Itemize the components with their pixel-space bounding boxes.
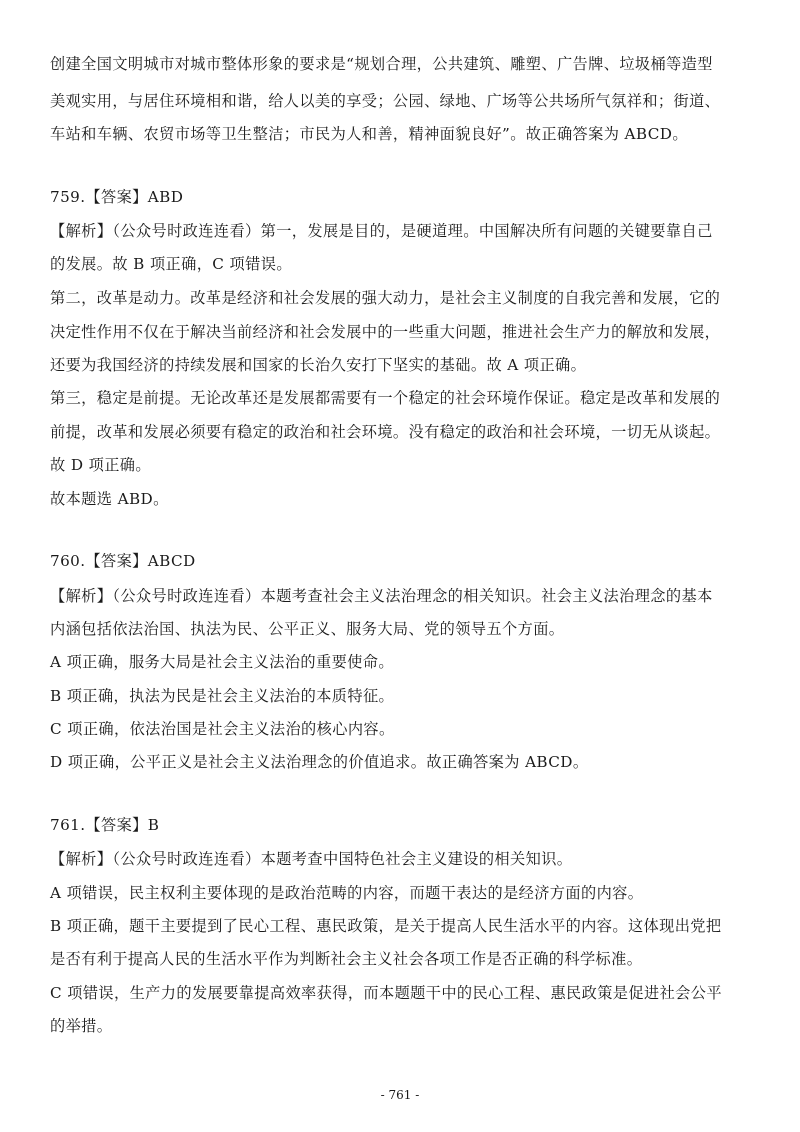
text-line: A 项正确，服务大局是社会主义法治的重要使命。 bbox=[50, 653, 394, 671]
text-line: 第二，改革是动力。改革是经济和社会发展的强大动力，是社会主义制度的自我完善和发展，它的 bbox=[50, 289, 721, 307]
text-line: 前提，改革和发展必须要有稳定的政治和社会环境。没有稳定的政治和社会环境，一切无从谈起。 bbox=[50, 423, 721, 441]
text-line: 的发展。故 B 项正确，C 项错误。 bbox=[50, 255, 292, 273]
text-line: 车站和车辆、农贸市场等卫生整洁；市民为人和善，精神面貌良好”。故正确答案为 ABCD。 bbox=[50, 125, 688, 143]
text-line: 故 D 项正确。 bbox=[50, 456, 151, 474]
text-line: 【解析】（公众号时政连连看）第一，发展是目的，是硬道理。中国解决所有问题的关键要靠自己 bbox=[50, 222, 713, 240]
text-line: 创建全国文明城市对城市整体形象的要求是“规划合理，公共建筑、雕塑、广告牌、垃圾桶等造型 bbox=[50, 55, 713, 73]
text-line: D 项正确，公平正义是社会主义法治理念的价值追求。故正确答案为 ABCD。 bbox=[50, 753, 589, 771]
text-line: 决定性作用不仅在于解决当前经济和社会发展中的一些重大问题，推进社会生产力的解放和发展， bbox=[50, 323, 721, 341]
answer-heading-760: 760.【答案】ABCD bbox=[50, 552, 196, 570]
text-line: A 项错误，民主权利主要体现的是政治范畴的内容，而题干表达的是经济方面的内容。 bbox=[50, 884, 644, 902]
text-line: 的举措。 bbox=[50, 1017, 113, 1035]
text-line: 还要为我国经济的持续发展和国家的长治久安打下坚实的基础。故 A 项正确。 bbox=[50, 356, 587, 374]
answer-heading-759: 759.【答案】ABD bbox=[50, 188, 184, 206]
text-line: C 项错误，生产力的发展要靠提高效率获得，而本题题干中的民心工程、惠民政策是促进社会公平 bbox=[50, 984, 722, 1002]
text-line: 【解析】（公众号时政连连看）本题考查中国特色社会主义建设的相关知识。 bbox=[50, 850, 573, 868]
text-line: 故本题选 ABD。 bbox=[50, 490, 169, 508]
text-line: 美观实用，与居住环境相和谐，给人以美的享受；公园、绿地、广场等公共场所气氛祥和；街道、 bbox=[50, 92, 721, 110]
text-line: C 项正确，依法治国是社会主义法治的核心内容。 bbox=[50, 720, 395, 738]
text-line: 第三，稳定是前提。无论改革还是发展都需要有一个稳定的社会环境作保证。稳定是改革和发展的 bbox=[50, 389, 721, 407]
answer-heading-761: 761.【答案】B bbox=[50, 816, 160, 834]
text-line: B 项正确，题干主要提到了民心工程、惠民政策，是关于提高人民生活水平的内容。这体现出党把 bbox=[50, 917, 722, 935]
text-line: 【解析】（公众号时政连连看）本题考查社会主义法治理念的相关知识。社会主义法治理念的基本 bbox=[50, 587, 713, 605]
page-number: - 761 - bbox=[380, 1088, 420, 1102]
text-line: 是否有利于提高人民的生活水平作为判断社会主义社会各项工作是否正确的科学标准。 bbox=[50, 950, 643, 968]
text-line: 内涵包括依法治国、执法为民、公平正义、服务大局、党的领导五个方面。 bbox=[50, 620, 565, 638]
text-line: B 项正确，执法为民是社会主义法治的本质特征。 bbox=[50, 687, 395, 705]
